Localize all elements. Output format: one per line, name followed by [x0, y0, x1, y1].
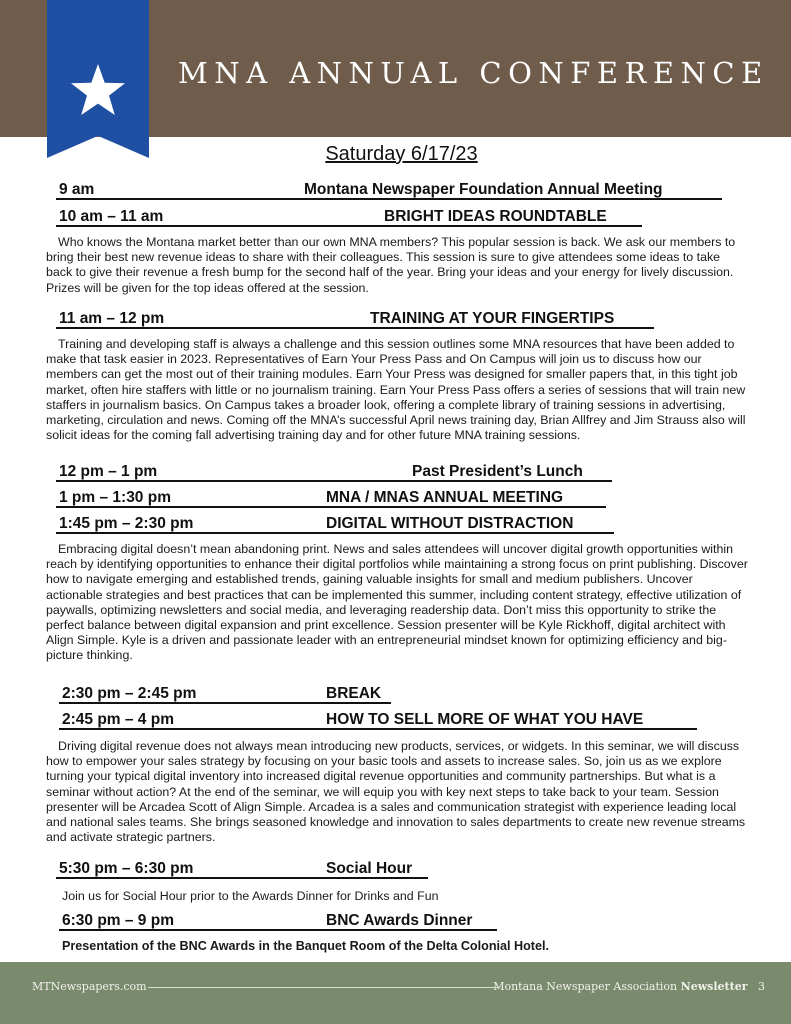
schedule-row: [56, 309, 654, 330]
session-title: MNA / MNAS ANNUAL MEETING: [326, 489, 564, 506]
schedule-row: [56, 180, 722, 201]
row-underline: [56, 480, 612, 482]
session-title: Social Hour: [326, 860, 413, 877]
session-time: 2:45 pm – 4 pm: [62, 711, 174, 728]
session-title: BRIGHT IDEAS ROUNDTABLE: [384, 208, 607, 225]
session-time: 5:30 pm – 6:30 pm: [59, 860, 194, 877]
session-title: BNC Awards Dinner: [326, 912, 473, 929]
session-description: Who knows the Montana market better than our own MNA members? This popular session is back. We ask our members to bring their best new revenue ideas to share with their colleagues. This session is sure to give attendees some ideas to take back to give their revenue a fresh bump for the second half of the year. Bring your ideas and your energy for lively discussion. Prizes will be given for the top ideas offered at the session.: [46, 235, 736, 295]
session-title: Past President’s Lunch: [412, 463, 583, 480]
row-underline: [56, 225, 642, 227]
footer-site-link[interactable]: MTNewspapers.com: [32, 980, 147, 993]
star-icon: [69, 62, 127, 118]
session-time: 9 am: [59, 181, 95, 198]
session-description: Training and developing staff is always a challenge and this session outlines some MNA resources that have been added to make that task easier in 2023. Representatives of Earn Your Press Pass and On Campus will join us to discuss how our members can get the most out of their training modules. Earn Your Press was designed for smaller papers that, in this tight job market, often hire staffers with little or no journalism training. Earn Your Press Pass offers a series of sessions that will train new staffers in journalism basics. On Campus takes a broader look, offering a complete library of training sessions in advertising, marketing, circulation and news. Coming off the MNA’s successful April news training day, Brian Allfrey and Jim Strauss also will solicit ideas for the coming fall advertising training day and for other future MNA training sessions.: [46, 337, 746, 443]
schedule-row: [56, 462, 612, 483]
row-underline: [56, 506, 606, 508]
session-description: Embracing digital doesn’t mean abandoning print. News and sales attendees will uncover digital growth opportunities within reach by identifying opportunities to enhance their digital portfolios while maintaining a strong focus on print publishing. Discover how to navigate emerging and established trends, gaining valuable insights for small and medium publishers. Uncover actionable strategies and best practices that can be implemented this summer, including content strategy, effective utilization of paywalls, optimizing newsletters and social media, and leveraging readership data. Don’t miss this opportunity to strike the perfect balance between digital expansion and print excellence. Session presenter will be Kyle Rickhoff, digital architect with Align Simple. Kyle is a driven and passionate leader with an entrepreneurial mindset known for optimizing efficiency and big-picture thinking.: [46, 542, 748, 663]
row-underline: [59, 702, 391, 704]
schedule-row: [56, 514, 614, 535]
row-underline: [56, 198, 722, 200]
header-title: MNA ANNUAL CONFERENCE: [178, 56, 769, 90]
session-time: 12 pm – 1 pm: [59, 463, 158, 480]
session-time: 10 am – 11 am: [59, 208, 164, 225]
session-description: Driving digital revenue does not always mean introducing new products, services, or widgets. In this seminar, we will discuss how to empower your sales strategy by focusing on your basic tools and assets to increase sales. So, join us as we explore turning your typical digital inventory into increased digital revenue opportunities and community partnerships. But what is a seminar without action? At the end of the seminar, we will equip you with key next steps to take back to your team. Session presenter will be Arcadea Scott of Align Simple. Arcadea is a sales and communication strategist with experience leading local and national sales teams. She brings seasoned knowledge and innovation to sales departments to create new revenue streams and activate strategic partners.: [46, 739, 746, 845]
row-underline: [59, 728, 697, 730]
row-underline: [56, 877, 428, 879]
session-description: Presentation of the BNC Awards in the Banquet Room of the Delta Colonial Hotel.: [62, 939, 549, 953]
footer-section: Newsletter: [680, 980, 748, 993]
session-time: 6:30 pm – 9 pm: [62, 912, 174, 929]
session-time: 1:45 pm – 2:30 pm: [59, 515, 194, 532]
schedule-row: [59, 911, 497, 932]
row-underline: [59, 929, 497, 931]
schedule-row: [59, 710, 697, 731]
session-title: DIGITAL WITHOUT DISTRACTION: [326, 515, 574, 532]
footer-divider: [148, 987, 498, 988]
session-title: HOW TO SELL MORE OF WHAT YOU HAVE: [326, 711, 644, 728]
schedule-row: [56, 488, 606, 509]
row-underline: [56, 327, 654, 329]
page-footer: [0, 962, 791, 1024]
session-title: Montana Newspaper Foundation Annual Meeting: [304, 181, 663, 198]
session-time: 1 pm – 1:30 pm: [59, 489, 171, 506]
page-number: 3: [758, 980, 765, 993]
session-title: TRAINING AT YOUR FINGERTIPS: [370, 310, 615, 327]
schedule-row: [56, 859, 428, 880]
date-heading: Saturday 6/17/23: [325, 143, 478, 165]
schedule-row: [59, 684, 391, 705]
session-time: 2:30 pm – 2:45 pm: [62, 685, 197, 702]
ribbon-badge: [47, 0, 149, 158]
schedule-row: [56, 207, 642, 228]
footer-publication-name: Montana Newspaper Association: [493, 980, 678, 993]
session-description: Join us for Social Hour prior to the Awards Dinner for Drinks and Fun: [62, 889, 439, 903]
row-underline: [56, 532, 614, 534]
footer-publication: [493, 980, 765, 993]
session-time: 11 am – 12 pm: [59, 310, 165, 327]
session-title: BREAK: [326, 685, 382, 702]
